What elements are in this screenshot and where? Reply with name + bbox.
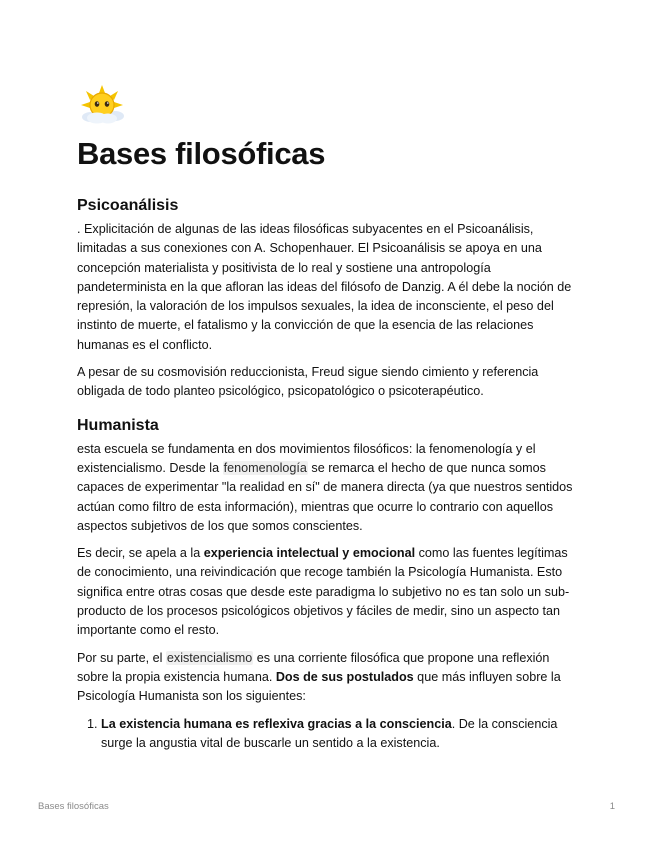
- paragraph: . Explicitación de algunas de las ideas filosóficas subyacentes en el Psicoanálisis, limitadas a sus conexiones con A. Schopenhauer. El Psicoanálisis se apoya en una concepción materialista y positivista de lo real y sostiene una antropología pandeterminista en la que afloran las ideas del filósofo de Danzig. A él debe la noción de represión, la valoración de los impulsos sexuales, la idea de inconsciente, el peso del instinto de muerte, el fatalismo y la convicción de que la esencia de las relaciones humanas es el conflicto.: [77, 222, 572, 352]
- footer-document-title: Bases filosóficas: [38, 801, 109, 812]
- section-heading: Humanista: [77, 416, 159, 434]
- bold-text: experiencia intelectual y emocional: [203, 546, 416, 561]
- section-heading: Psicoanálisis: [77, 197, 179, 214]
- section-psicoanalisis: [77, 196, 582, 402]
- bold-text: La existencia humana es reflexiva gracias a la consciencia: [101, 716, 452, 731]
- text-run: es una corriente filosófica que propone una reflexión sobre la propia existencia humana.: [77, 650, 550, 684]
- paragraph: [77, 544, 582, 640]
- page-title: Bases filosóficas: [77, 136, 326, 171]
- text-run: se remarca el hecho de que nunca somos capaces de experimentar "la realidad en sí" de manera directa (ya que nuestros sentidos actúan como filtro de esta información), mientras que ocurre lo contrario con aquellos aspectos subjetivos de los que somos conscientes.: [77, 460, 573, 533]
- footer-page-number: 1: [609, 801, 615, 812]
- document-content: [77, 80, 582, 753]
- text-run: . De la consciencia surge la angustia vital de buscarle un sentido a la existencia.: [101, 716, 558, 750]
- list-item: [101, 715, 582, 754]
- text-run: como las fuentes legítimas de conocimiento, una reivindicación que recoge también la Psicología Humanista. Esto significa entre otras cosas que desde este paradigma lo subjetivo no es tan solo un sub-producto de los procesos psicológicos objetivos y fáciles de medir, sino un aspecto tan importante como el resto.: [77, 546, 570, 638]
- link-existencialismo[interactable]: existencialismo: [166, 650, 253, 665]
- section-humanista: [77, 416, 582, 753]
- text-run: esta escuela se fundamenta en dos movimientos filosóficos: la fenomenología y el existencialismo. Desde la: [77, 441, 536, 475]
- text-run: Es decir, se apela a la: [77, 546, 204, 561]
- paragraph: [77, 649, 582, 707]
- bold-text: Dos de sus postulados: [275, 669, 414, 684]
- paragraph: [77, 440, 582, 536]
- text-run: Por su parte, el: [77, 650, 166, 665]
- sun-behind-cloud-emoji-icon: [77, 80, 127, 126]
- text-run: que más influyen sobre la Psicología Humanista son los siguientes:: [77, 669, 561, 704]
- link-fenomenologia[interactable]: fenomenología: [223, 460, 307, 475]
- paragraph: A pesar de su cosmovisión reduccionista, Freud sigue siendo cimiento y referencia obligada de todo planteo psicológico, psicopatológico o psicoterapéutico.: [77, 365, 539, 399]
- numbered-list: [77, 715, 582, 754]
